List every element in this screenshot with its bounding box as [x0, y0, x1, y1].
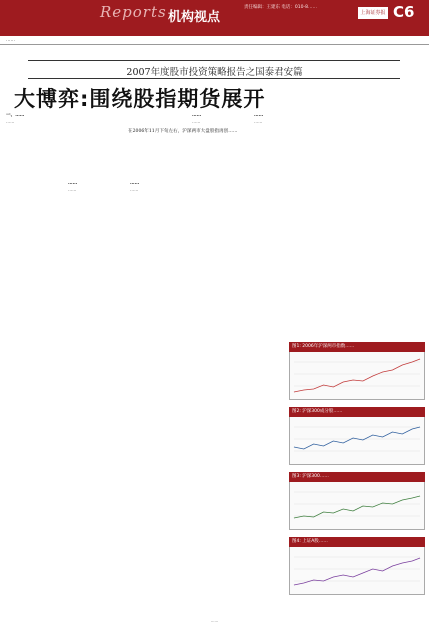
chart-plot-area — [289, 482, 425, 530]
text-column-4 — [192, 112, 250, 612]
chart-title: 图1: 2006年沪深两市指数…… — [289, 342, 425, 352]
chart-plot-area — [289, 547, 425, 595]
masthead-script-title: Reports — [100, 3, 167, 21]
column-text: …… — [254, 119, 263, 124]
column-heading: 一、…… — [6, 113, 25, 118]
chart-plot-area — [289, 417, 425, 465]
text-column-1 — [6, 112, 64, 612]
chart-line-graphic — [290, 547, 424, 594]
column-text: …… — [68, 187, 77, 192]
intro-paragraph: 在2006年11月下旬左右，沪深两市大盘股指再创…… — [128, 129, 238, 134]
masthead — [0, 0, 429, 36]
kicker-rule-bottom — [28, 78, 400, 79]
headline: 大博弈:围绕股指期货展开 — [14, 87, 266, 111]
text-column-3 — [130, 180, 188, 612]
kicker-rule-top — [28, 60, 400, 61]
chart-line-graphic — [290, 482, 424, 529]
text-column-2 — [68, 180, 126, 612]
column-heading: …… — [68, 181, 78, 186]
column-text: …… — [192, 119, 201, 124]
chart-title: 图2: 沪深300成分股…… — [289, 407, 425, 417]
chart-plot-area — [289, 352, 425, 400]
column-heading: …… — [130, 181, 140, 186]
column-text: …… — [130, 187, 139, 192]
paper-name-badge: 上海证券报 — [358, 7, 388, 19]
chart-title: 图3: 沪深300…… — [289, 472, 425, 482]
section-title: 机构视点 — [168, 10, 221, 25]
chart-figure-2 — [289, 407, 425, 465]
chart-line-graphic — [290, 417, 424, 464]
kicker: 2007年度股市投资策略报告之国泰君安篇 — [126, 67, 303, 78]
column-heading: …… — [254, 113, 264, 118]
column-heading: …… — [192, 113, 202, 118]
chart-title: 图4: 上证A股…… — [289, 537, 425, 547]
footer-note: …… — [210, 618, 219, 623]
page-number: C6 — [393, 3, 415, 21]
chart-figure-4 — [289, 537, 425, 595]
chart-figure-1 — [289, 342, 425, 400]
chart-line-graphic — [290, 352, 424, 399]
text-column-5 — [254, 112, 285, 612]
column-text: …… — [6, 119, 15, 124]
masthead-contact: 责任编辑：王建东 电话：010-8…… — [244, 5, 318, 10]
sub-bar: …… — [0, 36, 429, 45]
chart-figure-3 — [289, 472, 425, 530]
